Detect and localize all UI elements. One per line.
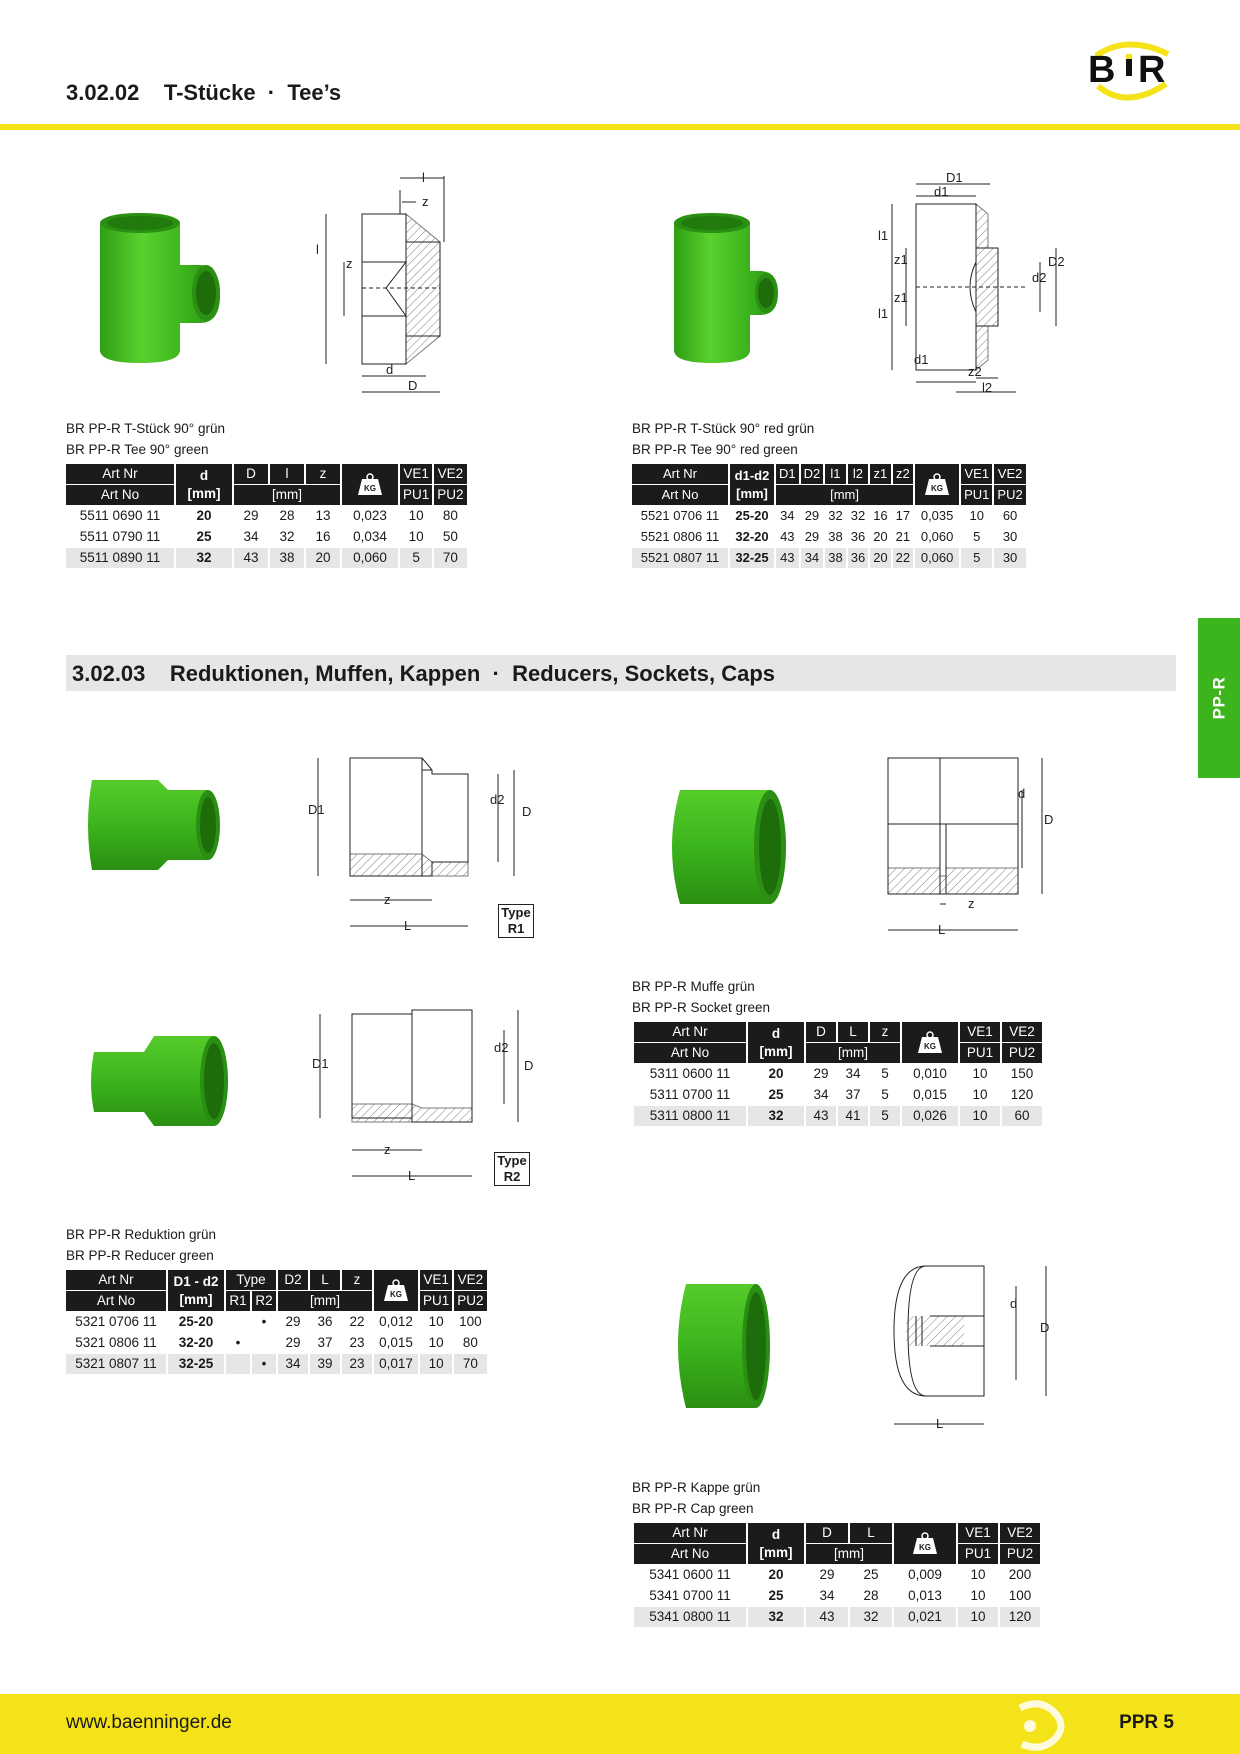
cap-caption-en: BR PP-R Cap green [632,1501,754,1516]
r1-dim-D: D [522,804,532,819]
cap-dim-L: L [936,1416,944,1431]
th-art-nr: Art Nr [634,1022,746,1042]
section2-title-en: Reducers, Sockets, Caps [512,661,776,686]
tee-table [64,463,469,569]
r1-dim-z: z [384,892,391,907]
footer-logo-mark [1010,1698,1080,1754]
teered-dim-d1-top: d1 [934,184,949,199]
socket-caption-en: BR PP-R Socket green [632,1000,771,1015]
th-l: l [270,464,304,484]
r2-dim-D: D [524,1058,534,1073]
company-logo [1086,40,1181,104]
table-row: 5511 0890 11 32 43 38 20 0,060 5 70 [66,548,467,568]
socket-caption [632,976,770,1018]
weight-icon [374,1270,418,1311]
th-D: D [806,1523,848,1543]
teered-dim-z1-bot: z1 [894,290,908,305]
side-tab-ppr[interactable]: PP-R [1198,618,1240,778]
th-art-no: Art No [66,1291,166,1311]
section2-number: 3.02.03 [72,661,146,686]
socket-dim-d: d [1018,786,1026,801]
table-row: 5341 0700 11 25 34 28 0,013 10 100 [649,1588,1032,1603]
tee-dim-d: d [386,362,394,377]
r2-dim-d2: d2 [494,1040,509,1055]
page-number: PPR 5 [1119,1712,1174,1733]
cap-photo [664,1270,784,1425]
table-row: 5341 0600 11 20 29 25 0,009 10 200 [649,1567,1032,1582]
th-l2: l2 [848,464,868,484]
th-pu2: PU2 [454,1291,486,1311]
th-pu2: PU2 [434,485,466,505]
th-pu2: PU2 [994,485,1025,505]
teered-dim-z1-top: z1 [894,252,908,267]
th-ve2: VE2 [1000,1523,1040,1543]
r1-dim-d2: d2 [490,792,505,807]
cap-drawing [880,1256,1060,1451]
socket-drawing [870,750,1060,955]
th-pu1: PU1 [961,485,992,505]
weight-icon [915,464,959,505]
th-pu1: PU1 [420,1291,452,1311]
socket-dim-L: L [938,922,946,937]
th-D: D [806,1022,836,1042]
th-ve1: VE1 [958,1523,998,1543]
th-ve2: VE2 [1002,1022,1042,1042]
cap-caption-de: BR PP-R Kappe grün [632,1480,761,1495]
th-pu2: PU2 [1000,1544,1040,1564]
tee-caption-en: BR PP-R Tee 90° green [66,442,209,457]
th-pu1: PU1 [960,1043,1000,1063]
th-L: L [310,1270,340,1290]
tee-dim-D: D [408,378,418,393]
socket-caption-de: BR PP-R Muffe grün [632,979,755,994]
cap-dim-D: D [1040,1320,1050,1335]
table-row: 5521 0807 11 32-25 43 34 38 36 20 22 0,060 5 30 [632,548,1026,568]
tee-caption-de: BR PP-R T-Stück 90° grün [66,421,225,436]
table-row: 5311 0800 11 32 43 41 5 0,026 10 60 [634,1106,1042,1126]
tee-drawing [316,170,496,405]
socket-table [632,1021,1044,1127]
th-D2: D2 [278,1270,308,1290]
tee-red-caption [632,418,814,460]
tee-red-drawing [876,170,1076,405]
reducer-r2-photo [84,1026,234,1141]
cap-dim-d: d [1010,1296,1018,1311]
th-L: L [838,1022,868,1042]
th-ve1: VE1 [420,1270,452,1290]
reducer-caption [66,1224,216,1266]
tee-photo [90,205,230,370]
r2-dim-z: z [384,1142,391,1157]
footer-url-link[interactable]: www.baenninger.de [66,1712,232,1733]
table-row: 5511 0690 11 20 29 28 13 0,023 10 80 [79,508,458,523]
section-number: 3.02.02 [66,80,140,105]
r1-dim-D1: D1 [308,802,325,817]
th-r2: R2 [252,1291,276,1311]
svg-text:B: B [1088,49,1116,91]
tee-red-photo [666,205,786,370]
teered-dim-d2: d2 [1032,270,1047,285]
th-z2: z2 [893,464,913,484]
th-art-nr: Art Nr [66,464,174,484]
th-ve2: VE2 [994,464,1025,484]
th-D: D [234,464,268,484]
section-title-de: T-Stücke [163,80,256,105]
cap-table [632,1522,1042,1628]
th-art-no: Art No [632,485,728,505]
title-separator: · [267,80,276,105]
th-D2: D2 [801,464,824,484]
socket-dim-z: z [968,896,975,911]
teered-dim-l1-bot: l1 [878,306,889,321]
th-mm: [mm] [234,485,340,505]
r2-dim-L: L [408,1168,416,1183]
th-ve1: VE1 [961,464,992,484]
tee-dim-l-left: l [316,242,319,257]
th-mm: [mm] [776,485,913,505]
section2-separator: · [492,661,500,686]
section-title-en: Tee’s [287,80,342,105]
th-art-nr: Art Nr [634,1523,746,1543]
th-ve2: VE2 [454,1270,486,1290]
th-type: Type [226,1270,276,1290]
section-title [66,80,341,106]
reducer-caption-en: BR PP-R Reducer green [66,1248,214,1263]
th-pu1: PU1 [400,485,432,505]
teered-dim-d1-bot: d1 [914,352,929,367]
svg-text:R: R [1138,49,1166,91]
th-ve2: VE2 [434,464,466,484]
table-row: 5321 0807 11 32-25 • 34 39 23 0,017 10 70 [66,1354,487,1374]
teered-dim-D1: D1 [946,170,963,185]
weight-icon [894,1523,956,1564]
th-D1: D1 [776,464,799,484]
footer [0,1694,1240,1754]
tee-red-caption-en: BR PP-R Tee 90° red green [632,442,798,457]
th-ve1: VE1 [960,1022,1000,1042]
th-l1: l1 [825,464,845,484]
section2-title-de: Reduktionen, Muffen, Kappen [169,661,481,686]
th-r1: R1 [226,1291,250,1311]
th-mm: [mm] [278,1291,372,1311]
th-d: d [mm] [748,1022,804,1063]
th-ve1: VE1 [400,464,432,484]
table-row: 5341 0800 11 32 43 32 0,021 10 120 [634,1607,1040,1627]
th-mm: [mm] [806,1043,900,1063]
tee-caption [66,418,225,460]
th-d: d [mm] [176,464,232,505]
tee-dim-z-left: z [346,256,353,271]
th-z: z [870,1022,900,1042]
th-z: z [342,1270,372,1290]
weight-icon [902,1022,958,1063]
reducer-r1-photo [78,770,228,885]
th-z: z [306,464,340,484]
th-art-nr: Art Nr [66,1270,166,1290]
r2-dim-D1: D1 [312,1056,329,1071]
socket-dim-D: D [1044,812,1054,827]
th-pu2: PU2 [1002,1043,1042,1063]
th-art-no: Art No [634,1043,746,1063]
th-L: L [850,1523,892,1543]
th-pu1: PU1 [958,1544,998,1564]
th-art-no: Art No [634,1544,746,1564]
type-r2-badge: Type R2 [494,1152,530,1186]
th-d1d2: D1 - d2 [mm] [168,1270,224,1311]
th-mm: [mm] [806,1544,892,1564]
teered-dim-l2: l2 [982,380,993,395]
table-row: 5321 0706 11 25-20 • 29 36 22 0,012 10 100 [75,1314,482,1329]
teered-dim-z2: z2 [968,364,982,379]
header-rule [0,124,1240,130]
weight-icon [342,464,398,505]
section2-title [72,661,775,687]
tee-red-caption-de: BR PP-R T-Stück 90° red grün [632,421,815,436]
table-row: 5511 0790 11 25 34 32 16 0,034 10 50 [79,529,458,544]
th-z1: z1 [870,464,890,484]
table-row: 5521 0706 11 25-20 34 29 32 32 16 17 0,035 10 60 [640,508,1018,523]
socket-photo [660,782,800,917]
table-row: 5311 0600 11 20 29 34 5 0,010 10 150 [649,1066,1034,1081]
reducer-table [64,1269,489,1375]
teered-dim-l1-top: l1 [878,228,889,243]
tee-red-table [630,463,1028,569]
table-row: 5311 0700 11 25 34 37 5 0,015 10 120 [649,1087,1034,1102]
th-d: d [mm] [748,1523,804,1564]
table-row: 5321 0806 11 32-20 • 29 37 23 0,015 10 80 [75,1335,478,1350]
th-art-nr: Art Nr [632,464,728,484]
reducer-caption-de: BR PP-R Reduktion grün [66,1227,217,1242]
type-r1-badge: Type R1 [498,904,534,938]
r1-dim-L: L [404,918,412,933]
teered-dim-D2: D2 [1048,254,1065,269]
th-art-no: Art No [66,485,174,505]
cap-caption [632,1477,760,1519]
table-row: 5521 0806 11 32-20 43 29 38 36 20 21 0,060 5 30 [640,529,1018,544]
tee-dim-l: l [422,170,425,185]
th-d1d2: d1-d2 [mm] [730,464,774,505]
tee-dim-z-top: z [422,194,429,209]
